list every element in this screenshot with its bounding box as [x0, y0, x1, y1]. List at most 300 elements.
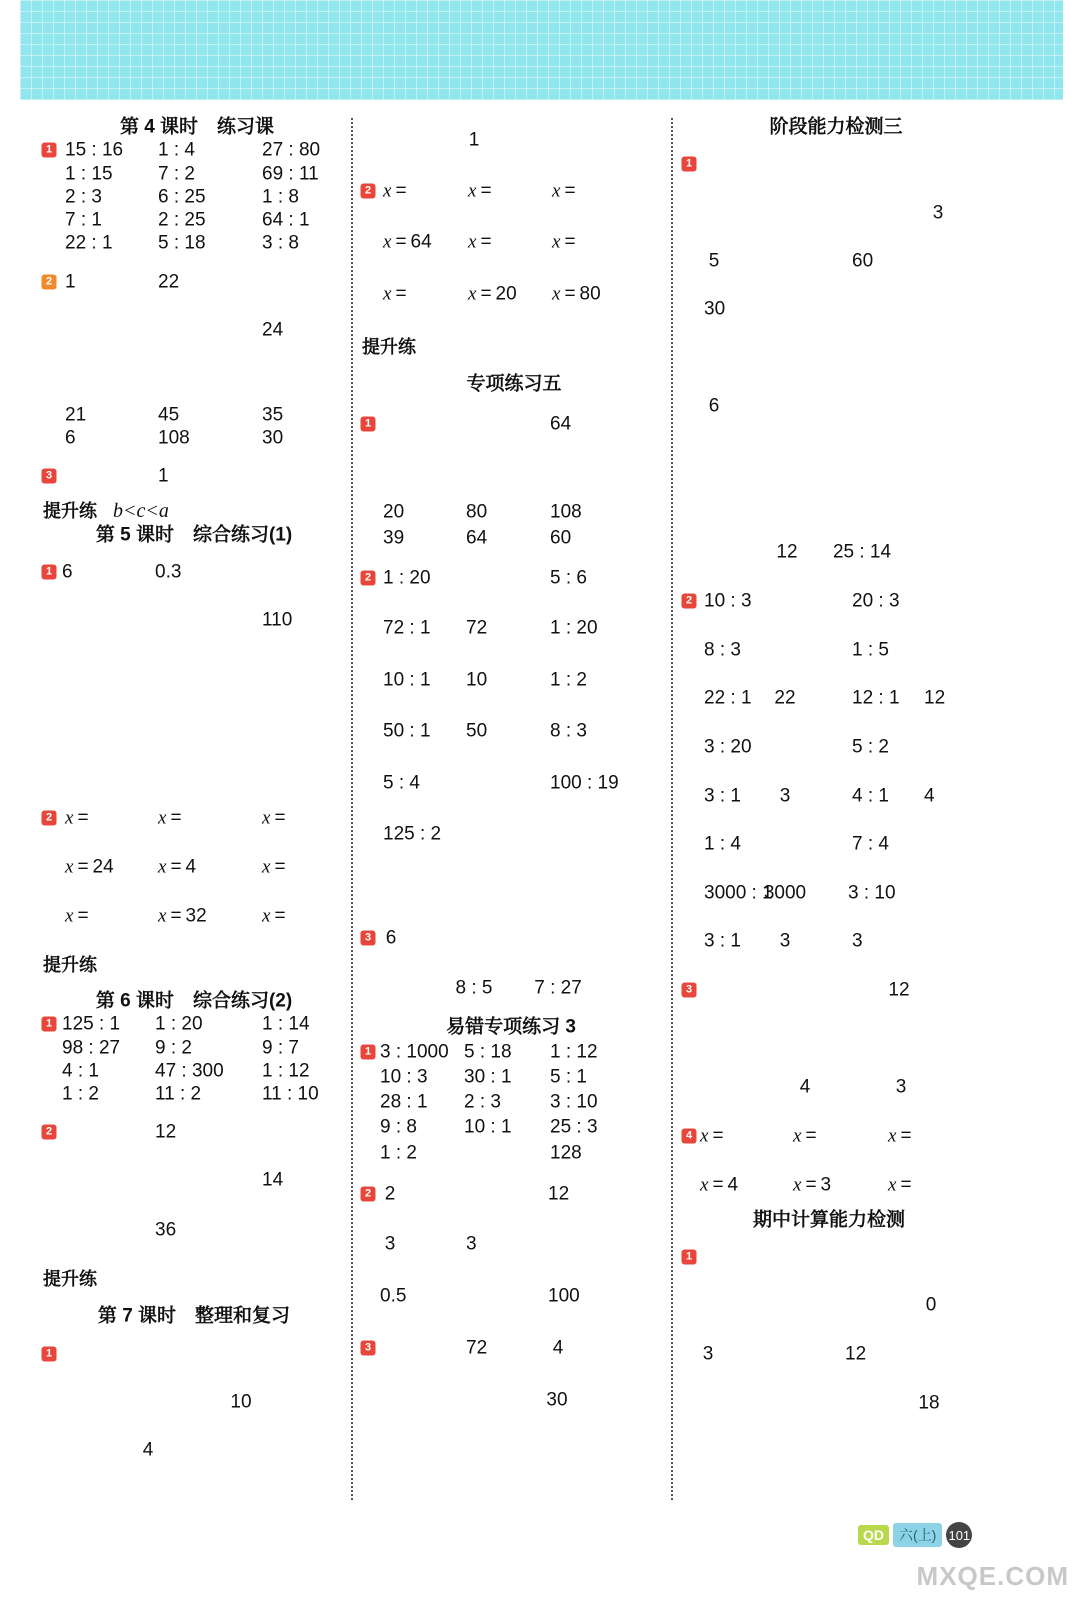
answer-cell [158, 141, 195, 160]
answer-text: 72 [466, 1337, 488, 1359]
answer-cell [262, 211, 310, 230]
answer-text: 39 [383, 527, 405, 549]
equation [888, 1176, 916, 1195]
answer-text: 24 [262, 319, 284, 341]
equation-variable: x [65, 807, 74, 829]
answer-cell [550, 774, 619, 793]
answer-cell [262, 406, 283, 425]
answer-text: 12 [845, 1343, 867, 1365]
answer-text: 7 : 2 [158, 163, 195, 185]
answer-text: 3000 [763, 882, 807, 904]
equation-equals: = [900, 1174, 912, 1196]
answer-text: 1 : 2 [550, 669, 587, 691]
answer-text: 3 : 10 [848, 882, 896, 904]
answer-cell [704, 932, 741, 951]
equation-equals: = [564, 283, 576, 305]
answer-cell [704, 641, 741, 660]
equation-variable: x [158, 807, 167, 829]
answer-text: 8 : 5 [455, 977, 493, 999]
equation-variable: x [158, 905, 167, 927]
answer-cell [65, 188, 102, 207]
answer-cell [262, 234, 299, 253]
answer-cell [764, 884, 806, 903]
equation [888, 1127, 916, 1146]
answer-cell [262, 1085, 319, 1104]
question-number-badge: 1 [42, 565, 57, 580]
question-number-badge: 1 [682, 1250, 697, 1265]
section-title-c3a: 阶段能力检测三 [769, 116, 903, 138]
answer-text: 64 [466, 527, 488, 549]
answer-text: 22 : 1 [704, 687, 752, 709]
answer-cell [466, 722, 487, 741]
question-number-badge: 1 [42, 1017, 57, 1032]
answer-cell [62, 1062, 99, 1081]
answer-text: 10 : 1 [383, 669, 431, 691]
answer-cell [833, 543, 891, 562]
answer-text: 30 : 1 [464, 1066, 512, 1088]
tisheng-label: 提升练 [43, 955, 97, 975]
answer-cell [550, 529, 571, 548]
answer-text: 0 [925, 1294, 937, 1316]
answer-cell [709, 252, 720, 271]
answer-text: 6 [385, 927, 397, 949]
answer-text: 6 [65, 427, 76, 449]
answer-cell [385, 1235, 396, 1254]
answer-cell [380, 1144, 417, 1163]
answer-cell [155, 1221, 176, 1240]
answer-cell [852, 738, 889, 757]
answer-cell [852, 689, 900, 708]
equation-variable: x [383, 283, 392, 305]
question-number-badge: 1 [361, 1045, 376, 1060]
equation-equals: = [564, 180, 576, 202]
answer-text: 3000 : 1 [704, 882, 773, 904]
answer-text: 4 [799, 1076, 811, 1098]
equation-variable: x [888, 1125, 897, 1147]
answer-cell [158, 406, 179, 425]
answer-text: 5 [708, 250, 720, 272]
equation-equals: = [480, 180, 492, 202]
answer-cell [464, 1118, 512, 1137]
answer-cell [158, 211, 206, 230]
answer-text: 3 : 1 [704, 930, 741, 952]
equation-equals: = [900, 1125, 912, 1147]
answer-cell [918, 1394, 939, 1413]
answer-text: 11 : 10 [262, 1083, 319, 1105]
answer-text: 1 : 4 [158, 139, 195, 161]
equation [262, 858, 290, 877]
answer-text: 1 : 8 [262, 186, 299, 208]
answer-cell [155, 1085, 201, 1104]
question-number-badge: 2 [42, 275, 57, 290]
equation-value-text: 20 [495, 283, 517, 305]
answer-text: 9 : 2 [155, 1037, 192, 1059]
answer-cell [548, 1185, 569, 1204]
page-number: 101 [946, 1522, 972, 1548]
answer-cell [466, 503, 487, 522]
answer-text: 36 [155, 1219, 177, 1241]
question-number-badge: 4 [682, 1129, 697, 1144]
question-number-badge: 2 [42, 811, 57, 826]
equation [552, 233, 580, 252]
answer-cell [550, 1144, 582, 1163]
answer-cell [262, 1039, 299, 1058]
equation-equals: = [274, 905, 286, 927]
equation-variable: x [65, 905, 74, 927]
answer-text: 25 : 14 [832, 541, 892, 563]
answer-cell [65, 141, 123, 160]
answer-cell [800, 1078, 811, 1097]
question-number-badge: 3 [361, 1341, 376, 1356]
equation-variable: x [552, 231, 561, 253]
answer-cell [386, 929, 397, 948]
answer-text: 4 [924, 785, 935, 807]
equation-variable: x [552, 283, 561, 305]
answer-text: 72 [466, 617, 488, 639]
answer-cell [704, 592, 752, 611]
answer-cell [704, 300, 725, 319]
equation-value-text: 4 [727, 1174, 739, 1196]
answer-cell [924, 787, 935, 806]
answer-text: 25 : 3 [550, 1116, 598, 1138]
answer-cell [143, 1441, 154, 1460]
answer-text: 60 [550, 527, 572, 549]
answer-cell [158, 273, 179, 292]
answer-text: 1 : 20 [155, 1013, 203, 1035]
equation-variable: x [888, 1174, 897, 1196]
answer-cell [456, 979, 493, 998]
answer-text: 2 [384, 1183, 396, 1205]
answer-cell [65, 165, 113, 184]
answer-cell [262, 321, 283, 340]
answer-text: 3 [779, 785, 791, 807]
equation-value-text: 24 [92, 856, 114, 878]
answer-cell [553, 1339, 564, 1358]
answer-cell [383, 529, 404, 548]
equation [65, 907, 93, 926]
tisheng-label: 提升练 [43, 1269, 97, 1289]
answer-text: 5 : 1 [550, 1066, 587, 1088]
answer-text: 21 [65, 404, 87, 426]
equation [383, 285, 411, 304]
answer-cell [466, 529, 487, 548]
answer-cell [158, 188, 206, 207]
equation-equals: = [712, 1174, 724, 1196]
answer-cell [158, 234, 206, 253]
answer-text: 9 : 7 [262, 1037, 299, 1059]
answer-text: 3 [895, 1076, 907, 1098]
answer-text: 64 : 1 [262, 209, 310, 231]
answer-cell [926, 1296, 937, 1315]
answer-cell [550, 1118, 598, 1137]
equation [65, 858, 114, 877]
page-footer [858, 1521, 972, 1549]
answer-cell [65, 406, 86, 425]
answer-text: 1 : 20 [383, 567, 431, 589]
equation-value-text: 4 [185, 856, 197, 878]
answer-cell [155, 563, 181, 582]
answer-text: 110 [262, 609, 293, 631]
question-number-badge: 1 [42, 143, 57, 158]
answer-cell [852, 252, 873, 271]
equation-variable: x [262, 807, 271, 829]
equation-equals: = [274, 807, 286, 829]
equation-equals: = [395, 180, 407, 202]
answer-cell [550, 619, 598, 638]
answer-text: 11 : 2 [155, 1083, 202, 1105]
tisheng-label: 提升练 [362, 337, 416, 357]
equation-variable: x [552, 180, 561, 202]
answer-text: 14 [262, 1169, 284, 1191]
equation-value-text: 3 [820, 1174, 832, 1196]
answer-cell [380, 1093, 428, 1112]
answer-text: 1 : 20 [550, 617, 598, 639]
question-number-badge: 3 [42, 469, 57, 484]
answer-cell [380, 1068, 428, 1087]
answer-text: 7 : 4 [852, 833, 889, 855]
answer-cell [262, 429, 283, 448]
answer-cell [704, 835, 741, 854]
section-title-c1a: 第 4 课时 练习课 [119, 116, 275, 138]
answer-cell [466, 619, 487, 638]
question-number-badge: 1 [682, 157, 697, 172]
answer-text: 2 : 3 [65, 186, 102, 208]
equation [383, 233, 432, 252]
answer-text: 1 : 2 [380, 1142, 417, 1164]
answer-cell [933, 204, 944, 223]
answer-cell [62, 1085, 99, 1104]
equation [552, 182, 580, 201]
answer-cell [896, 1078, 907, 1097]
equation-equals: = [395, 283, 407, 305]
section-title-c1b: 第 5 课时 综合练习(1) [95, 524, 293, 546]
answer-text: 12 [888, 979, 910, 1001]
answer-text: 12 [155, 1121, 177, 1143]
answer-cell [383, 774, 420, 793]
answer-cell [703, 1345, 714, 1364]
answer-text: 3 : 1 [704, 785, 741, 807]
answer-cell [845, 1345, 866, 1364]
answer-text: 6 [708, 395, 720, 417]
answer-cell [852, 932, 863, 951]
equation [468, 285, 517, 304]
answer-text: 10 : 1 [464, 1116, 512, 1138]
answer-text: 12 : 1 [852, 687, 900, 709]
question-number-badge: 2 [361, 184, 376, 199]
equation [383, 182, 411, 201]
answer-cell [709, 397, 720, 416]
equation [468, 233, 496, 252]
equation-equals: = [480, 283, 492, 305]
answer-cell [385, 1185, 396, 1204]
answer-text: 125 : 1 [62, 1013, 121, 1035]
answer-cell [65, 211, 102, 230]
answer-text: 7 : 27 [534, 977, 582, 999]
equation [262, 907, 290, 926]
answer-text: 50 : 1 [383, 720, 431, 742]
answer-cell [262, 165, 319, 184]
answer-cell [383, 671, 431, 690]
column-divider-2 [671, 118, 673, 1500]
answer-cell [262, 1062, 310, 1081]
equation-equals: = [170, 807, 182, 829]
answer-text: 4 : 1 [852, 785, 889, 807]
answer-text: 4 [142, 1439, 154, 1461]
answer-text: 20 : 3 [852, 590, 900, 612]
equation-variable: x [468, 283, 477, 305]
equation-variable: x [383, 180, 392, 202]
answer-cell [774, 689, 795, 708]
equation-equals: = [564, 231, 576, 253]
answer-text: 1 : 12 [550, 1041, 598, 1063]
equation-equals: = [274, 856, 286, 878]
answer-cell [704, 689, 752, 708]
answer-cell [262, 141, 320, 160]
answer-text: 3 [466, 1233, 477, 1255]
answer-cell [852, 835, 889, 854]
question-number-badge: 3 [682, 983, 697, 998]
answer-text: 5 : 4 [383, 772, 420, 794]
answer-text: 98 : 27 [62, 1037, 121, 1059]
answer-text: 3 : 8 [262, 232, 299, 254]
answer-cell [62, 563, 73, 582]
answer-text: 18 [918, 1392, 940, 1414]
section-title-c2b: 易错专项练习 3 [446, 1016, 576, 1038]
question-number-badge: 3 [361, 931, 376, 946]
answer-text: 27 : 80 [262, 139, 321, 161]
equation-equals: = [712, 1125, 724, 1147]
answer-cell [852, 592, 900, 611]
answer-cell [464, 1093, 501, 1112]
answer-text: 1 : 5 [852, 639, 889, 661]
answer-text: 15 : 16 [65, 139, 124, 161]
equation [158, 809, 186, 828]
tisheng-label: 提升练 [43, 501, 97, 521]
answer-cell [534, 979, 582, 998]
answer-text: 8 : 3 [704, 639, 741, 661]
answer-cell [262, 188, 299, 207]
answer-text: 69 : 11 [262, 163, 319, 185]
equation-variable: x [700, 1125, 709, 1147]
question-number-badge: 1 [361, 417, 376, 432]
answer-cell [380, 1118, 417, 1137]
equation-equals: = [77, 905, 89, 927]
answer-text: 64 [550, 413, 572, 435]
answer-cell [62, 1015, 120, 1034]
answer-cell [464, 1043, 512, 1062]
answer-text: 3 : 1000 [380, 1041, 449, 1063]
answer-text: 3 [779, 930, 791, 952]
question-number-badge: 2 [361, 571, 376, 586]
answer-text: 5 : 6 [550, 567, 587, 589]
equation-value-text: 80 [579, 283, 601, 305]
answer-cell [158, 429, 190, 448]
answer-text: 7 : 1 [65, 209, 102, 231]
answer-cell [466, 1235, 477, 1254]
equation-variable: x [468, 180, 477, 202]
answer-text: 10 [230, 1391, 252, 1413]
answer-cell [848, 884, 896, 903]
answer-text: 128 [550, 1142, 582, 1164]
equation-variable: x [700, 1174, 709, 1196]
answer-text: 50 [466, 720, 488, 742]
answer-cell [466, 671, 487, 690]
equation-value-text: 64 [410, 231, 432, 253]
equation-equals: = [395, 231, 407, 253]
answer-text: 4 : 1 [62, 1060, 99, 1082]
answer-text: 30 [546, 1389, 568, 1411]
footer-tag: QD [858, 1525, 889, 1545]
answer-text: 45 [158, 404, 180, 426]
answer-cell [155, 1039, 192, 1058]
answer-text: 4 [552, 1337, 564, 1359]
answer-cell [65, 429, 76, 448]
answer-text: 3 [932, 202, 944, 224]
answer-text: 3 [852, 930, 863, 952]
answer-text: 3 : 10 [550, 1091, 598, 1113]
equation-variable: x [65, 856, 74, 878]
equation-variable: x [262, 905, 271, 927]
column-divider-1 [351, 118, 353, 1500]
answer-cell [550, 569, 587, 588]
question-number-badge: 2 [361, 1187, 376, 1202]
answer-text: 12 [776, 541, 798, 563]
answer-text: 1 : 2 [62, 1083, 99, 1105]
answer-text: 1 [65, 271, 76, 293]
equation-equals: = [805, 1125, 817, 1147]
answer-text: 72 : 1 [383, 617, 431, 639]
answer-cell [466, 1339, 487, 1358]
answer-cell [464, 1068, 512, 1087]
answer-cell [65, 234, 113, 253]
question-number-badge: 2 [682, 594, 697, 609]
answer-cell [548, 1287, 580, 1306]
answer-text: 1 [158, 465, 169, 487]
answer-cell [383, 503, 404, 522]
answer-text: 12 [548, 1183, 570, 1205]
answer-cell [383, 722, 431, 741]
equation-equals: = [170, 856, 182, 878]
equation-variable: x [383, 231, 392, 253]
answer-text: 1 : 4 [704, 833, 741, 855]
section-title-c1c: 第 6 课时 综合练习(2) [95, 990, 293, 1012]
answer-cell [924, 689, 945, 708]
equation [65, 809, 93, 828]
answer-text: 28 : 1 [380, 1091, 428, 1113]
answer-cell [550, 1068, 587, 1087]
answer-text: 80 [466, 501, 488, 523]
equation [793, 1127, 821, 1146]
answer-text: 3 [384, 1233, 396, 1255]
equation [158, 907, 207, 926]
answer-cell [852, 787, 889, 806]
question-number-badge: 1 [42, 1347, 57, 1362]
answer-cell [262, 611, 292, 630]
footer-grade: 六(上) [893, 1523, 942, 1547]
section-title-c2a: 专项练习五 [466, 373, 562, 395]
answer-cell [62, 1039, 120, 1058]
answer-cell [155, 1123, 176, 1142]
answer-text: 10 : 3 [704, 590, 752, 612]
answer-text: 5 : 18 [464, 1041, 512, 1063]
equation [793, 1176, 831, 1195]
answer-text: 30 [704, 298, 726, 320]
equation-value-text: 32 [185, 905, 207, 927]
answer-text: 8 : 3 [550, 720, 587, 742]
answer-text: 1 [468, 129, 480, 151]
answer-cell [262, 1171, 283, 1190]
answer-text: 1 : 14 [262, 1013, 310, 1035]
